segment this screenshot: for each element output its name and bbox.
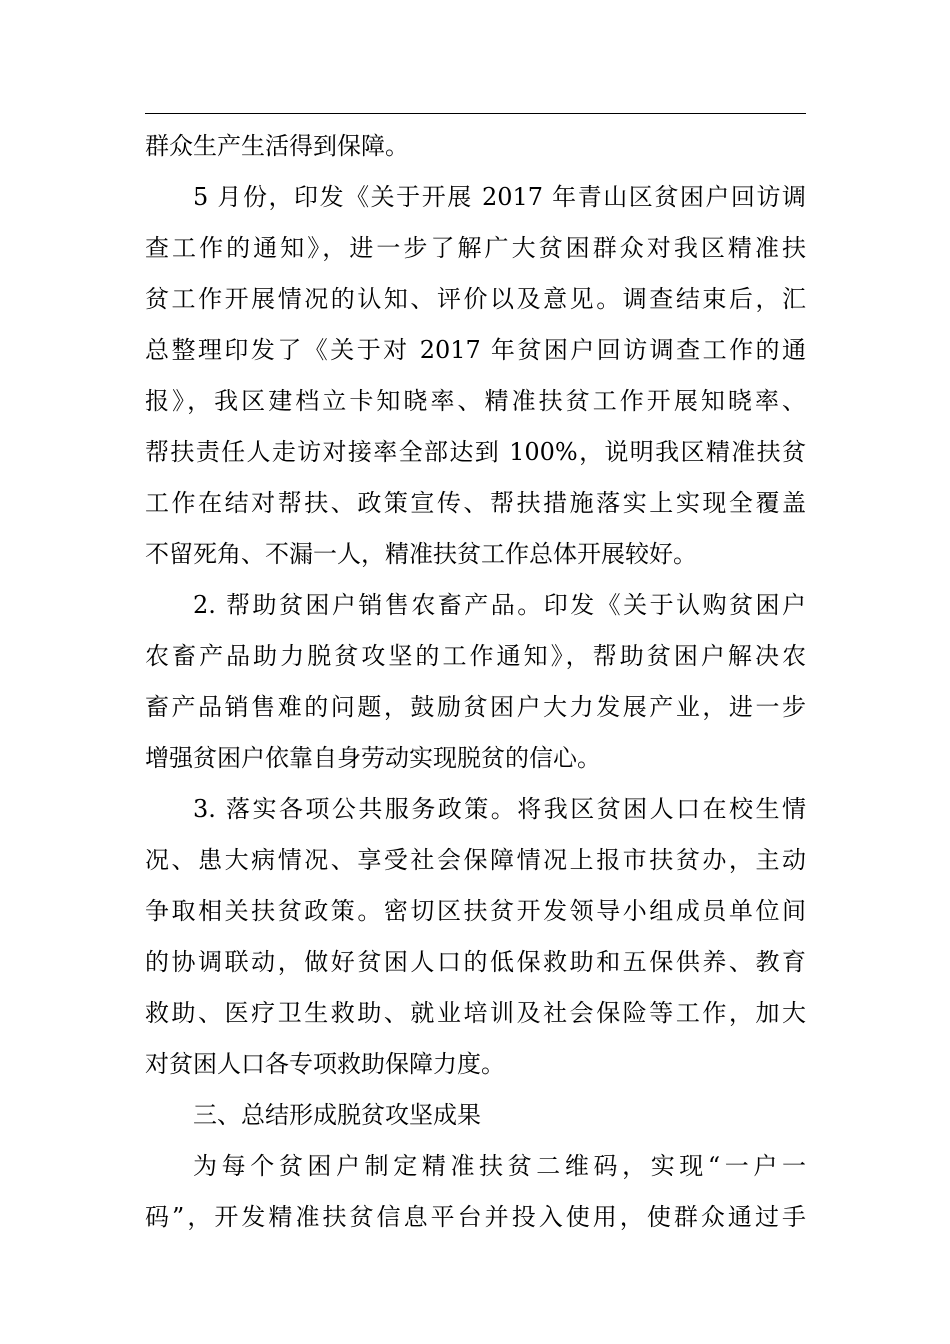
- body-text-line: 农畜产品助力脱贫攻坚的工作通知》，帮助贫困户解决农: [145, 642, 806, 670]
- header-rule: [145, 113, 806, 114]
- body-text-line: 2. 帮助贫困户销售农畜产品。印发《关于认购贫困户: [193, 591, 806, 619]
- body-text-line: 工作在结对帮扶、政策宣传、帮扶措施落实上实现全覆盖: [145, 489, 806, 517]
- body-text-line: 报》，我区建档立卡知晓率、精准扶贫工作开展知晓率、: [145, 387, 806, 415]
- body-text-line: 不留死角、不漏一人，精准扶贫工作总体开展较好。: [145, 540, 697, 568]
- body-text-line: 救助、医疗卫生救助、就业培训及社会保险等工作，加大: [145, 999, 806, 1027]
- body-text-line: 贫工作开展情况的认知、评价以及意见。调查结束后，汇: [145, 285, 806, 313]
- body-text-line: 争取相关扶贫政策。密切区扶贫开发领导小组成员单位间: [145, 897, 806, 925]
- body-text-line: 码”，开发精准扶贫信息平台并投入使用，使群众通过手: [145, 1203, 806, 1231]
- body-text-line: 畜产品销售难的问题，鼓励贫困户大力发展产业，进一步: [145, 693, 806, 721]
- body-text-line: 况、患大病情况、享受社会保障情况上报市扶贫办，主动: [145, 846, 806, 874]
- body-text-line: 3. 落实各项公共服务政策。将我区贫困人口在校生情: [193, 795, 806, 823]
- body-text-line: 为每个贫困户制定精准扶贫二维码，实现“一户一: [193, 1152, 806, 1180]
- body-text-line: 查工作的通知》，进一步了解广大贫困群众对我区精准扶: [145, 234, 806, 262]
- body-text-line: 群众生产生活得到保障。: [145, 132, 409, 160]
- body-text-line: 总整理印发了《关于对 2017 年贫困户回访调查工作的通: [145, 336, 806, 364]
- section-heading: 三、总结形成脱贫攻坚成果: [193, 1101, 481, 1129]
- body-text-line: 增强贫困户依靠自身劳动实现脱贫的信心。: [145, 744, 601, 772]
- body-text-line: 帮扶责任人走访对接率全部达到 100%，说明我区精准扶贫: [145, 438, 806, 466]
- body-text-line: 的协调联动，做好贫困人口的低保救助和五保供养、教育: [145, 948, 806, 976]
- body-text-line: 5 月份，印发《关于开展 2017 年青山区贫困户回访调: [193, 183, 806, 211]
- body-text-line: 对贫困人口各专项救助保障力度。: [145, 1050, 505, 1078]
